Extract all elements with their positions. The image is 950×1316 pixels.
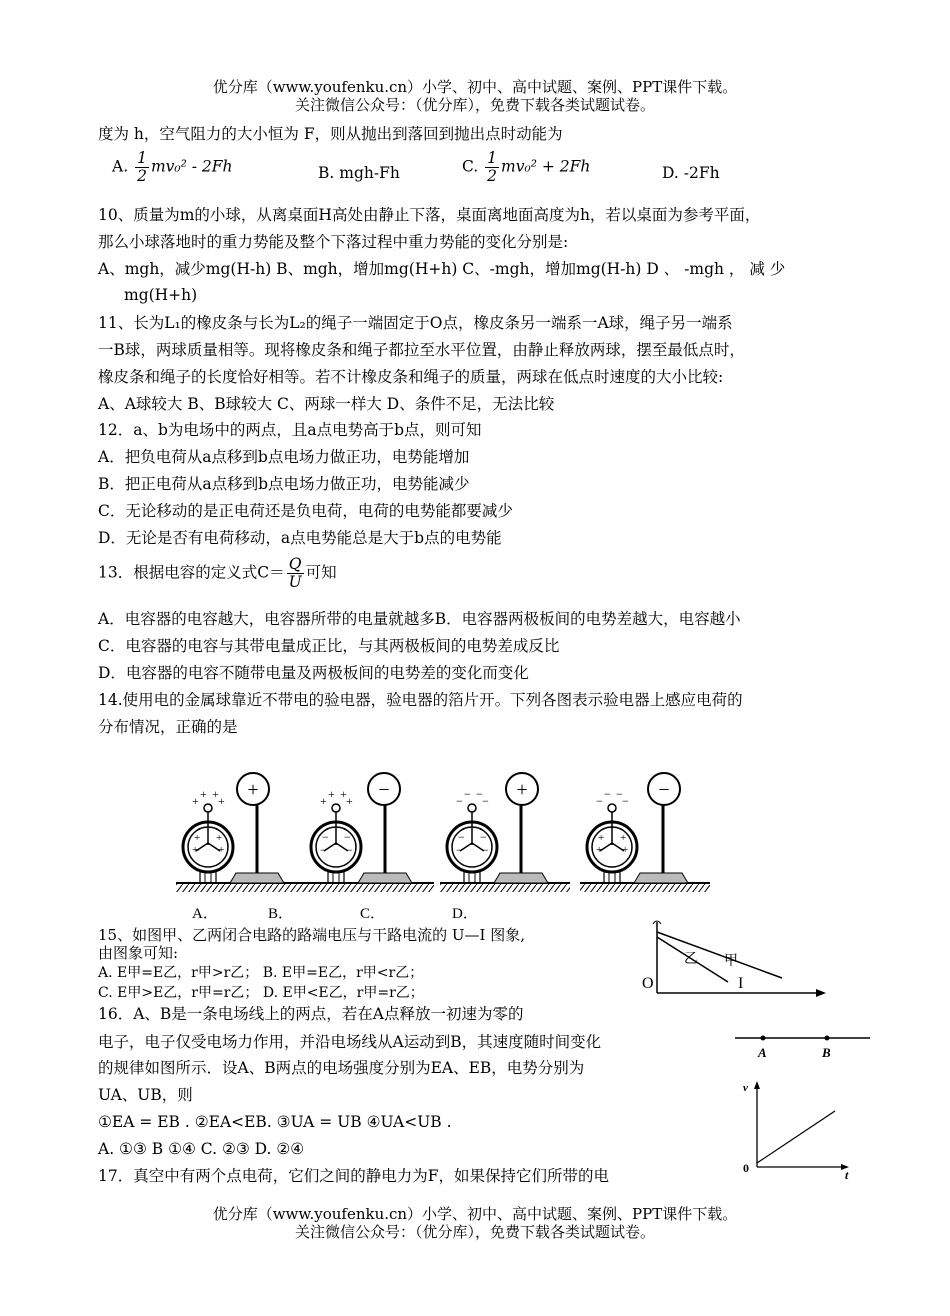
q13-stem <box>98 556 337 591</box>
electroscope-figure <box>170 765 710 925</box>
electroscope-label-d: D． <box>452 906 478 922</box>
q16-statements: ①EA = EB . ②EA<EB. ③UA = UB ④UA<UB . <box>98 1113 452 1131</box>
svg-text:−: − <box>346 843 353 857</box>
q15-options-line1: A. E甲=E乙，r甲>r乙； B. E甲=E乙，r甲<r乙； <box>98 965 424 981</box>
svg-text:−: − <box>476 787 483 801</box>
electroscope-label-b: B． <box>268 906 294 922</box>
field-line-point-a: A <box>758 1045 767 1060</box>
svg-text:−: − <box>458 830 465 844</box>
svg-text:+: + <box>346 794 353 808</box>
q15-line2: 由图象可知: <box>98 944 179 962</box>
q17-line1: 17．真空中有两个点电荷，它们之间的静电力为F，如果保持它们所带的电 <box>98 1167 609 1185</box>
q9-a-frac-num: 1 <box>137 149 147 167</box>
svg-text:−: − <box>482 794 489 808</box>
field-line-figure <box>730 1028 880 1068</box>
q13-options-ab: A．电容器的电容越大，电容器所带的电量就越多B．电容器两极板间的电势差越大，电容越小 <box>98 610 741 628</box>
vt-graph <box>735 1075 855 1180</box>
q16-options: A. ①③ B ①④ C. ②③ D. ②④ <box>98 1140 305 1158</box>
q11-line1: 11、长为L₁的橡皮条与长为L₂的绳子一端固定于O点，橡皮条另一端系一A球，绳子另一端系 <box>98 314 733 332</box>
ui-graph-line-label-jia: 甲 <box>724 954 738 969</box>
page-header-line2: 关注微信公众号：（优分库），免费下载各类试题试卷。 <box>294 96 655 114</box>
ui-graph-xlabel: I <box>738 975 744 992</box>
electroscope-panel-d <box>580 773 710 892</box>
svg-text:+: + <box>194 832 201 844</box>
electroscope-panel-b <box>304 773 434 892</box>
electroscope-panel-a <box>176 773 306 892</box>
page-header-line1: 优分库（www.youfenku.cn）小学、初中、高中试题、案例、PPT课件下载。 <box>212 78 738 96</box>
q16-line2: 电子，电子仅受电场力作用，并沿电场线从A运动到B，其速度随时间变化 <box>98 1033 602 1051</box>
q14-line2: 分布情况，正确的是 <box>98 718 238 736</box>
electroscope-label-c: C． <box>360 906 386 922</box>
q9-option-c <box>462 150 590 185</box>
q13-stem-post: 可知 <box>305 563 337 582</box>
q9-option-b: B. mgh-Fh <box>318 164 400 182</box>
q13-fraction <box>287 556 304 591</box>
electroscope-a-ball-sign: + <box>247 779 259 801</box>
electroscope-b-ball-sign: − <box>378 779 390 801</box>
svg-text:+: + <box>212 787 219 801</box>
svg-text:−: − <box>322 830 329 844</box>
q13-frac-num: Q <box>287 556 304 574</box>
svg-text:−: − <box>622 794 629 808</box>
q12-option-d: D．无论是否有电荷移动，a点电势能总是大于b点的电势能 <box>98 529 502 547</box>
q16-line3: 的规律如图所示．设A、B两点的电场强度分别为EA、EB，电势分别为 <box>98 1059 585 1077</box>
ui-graph-origin: O <box>642 975 654 992</box>
q9-a-fraction <box>135 150 149 185</box>
vt-graph-origin: 0 <box>743 1161 749 1175</box>
q9-c-frac-den: 2 <box>487 167 498 185</box>
vt-graph-vlabel: v <box>743 1082 748 1094</box>
electroscope-label-a: A． <box>192 906 218 922</box>
q13-stem-pre: 13．根据电容的定义式C＝ <box>98 563 285 582</box>
q11-options: A、A球较大 B、B球较大 C、两球一样大 D、条件不足，无法比较 <box>98 395 555 413</box>
q12-option-a: A．把负电荷从a点移到b点电场力做正功，电势能增加 <box>98 448 470 466</box>
svg-text:−: − <box>456 843 463 857</box>
field-line-point-b: B <box>822 1045 831 1060</box>
svg-text:+: + <box>328 787 335 801</box>
q11-line2: 一B球，两球质量相等。现将橡皮条和绳子都拉至水平位置，由静止释放两球，摆至最低点时， <box>98 341 745 359</box>
q9-a-expr: mv₀² - 2Fh <box>150 157 233 176</box>
q13-frac-den: U <box>288 573 302 591</box>
svg-text:+: + <box>598 832 605 844</box>
svg-text:−: − <box>464 787 471 801</box>
q13-option-d: D．电容器的电容不随带电量及两极板间的电势差的变化而变化 <box>98 664 529 682</box>
svg-text:−: − <box>616 787 623 801</box>
q9-a-label: A. <box>112 157 129 176</box>
q10-line1: 10、质量为m的小球，从离桌面H高处由静止下落，桌面离地面高度为h，若以桌面为参考平面， <box>98 206 761 224</box>
page-footer-line1: 优分库（www.youfenku.cn）小学、初中、高中试题、案例、PPT课件下载。 <box>212 1205 738 1223</box>
q9-option-a <box>112 150 233 185</box>
q12-option-b: B．把正电荷从a点移到b点电场力做正功，电势能减少 <box>98 475 470 493</box>
q9-option-d: D. -2Fh <box>662 164 720 182</box>
svg-text:+: + <box>218 794 225 808</box>
svg-text:+: + <box>320 794 327 808</box>
q12-option-c: C．无论移动的是正电荷还是负电荷，电荷的电势能都要减少 <box>98 502 513 520</box>
svg-text:+: + <box>218 844 225 856</box>
svg-text:+: + <box>216 832 223 844</box>
q16-line4: UA、UB，则 <box>98 1086 193 1104</box>
q14-line1: 14.使用电的金属球靠近不带电的验电器，验电器的箔片开。下列各图表示验电器上感应电荷的 <box>98 691 743 709</box>
q15-options-line2: C. E甲>E乙，r甲=r乙； D. E甲<E乙，r甲=r乙； <box>98 985 424 1001</box>
svg-text:−: − <box>482 843 489 857</box>
electroscope-panel-c <box>440 773 570 892</box>
svg-text:−: − <box>456 794 463 808</box>
ui-graph <box>640 918 835 998</box>
q15-line1: 15、如图甲、乙两闭合电路的路端电压与干路电流的 U—I 图象, <box>98 926 525 944</box>
q10-options-line1: A、mgh，减少mg(H-h) B、mgh，增加mg(H+h) C、-mgh，增加mg(H-h) D 、 -mgh ， 减 少 <box>98 260 786 278</box>
q10-options-line2: mg(H+h) <box>124 286 198 304</box>
electroscope-c-ball-sign: + <box>516 779 528 801</box>
page-footer-line2: 关注微信公众号：（优分库），免费下载各类试题试卷。 <box>294 1223 655 1241</box>
svg-text:−: − <box>604 787 611 801</box>
svg-text:−: − <box>596 794 603 808</box>
svg-text:+: + <box>192 844 199 856</box>
q9-c-expr: mv₀² + 2Fh <box>501 157 591 176</box>
svg-text:+: + <box>200 787 207 801</box>
q9-stem-continued: 度为 h，空气阻力的大小恒为 F，则从抛出到落回到抛出点时动能为 <box>98 125 563 143</box>
electroscope-d-ball-sign: − <box>658 779 670 801</box>
svg-text:−: − <box>320 843 327 857</box>
q13-option-c: C．电容器的电容与其带电量成正比，与其两极板间的电势差成反比 <box>98 637 560 655</box>
q11-line3: 橡皮条和绳子的长度恰好相等。若不计橡皮条和绳子的质量，两球在低点时速度的大小比较: <box>98 368 724 386</box>
svg-text:−: − <box>344 830 351 844</box>
svg-text:+: + <box>620 832 627 844</box>
svg-text:+: + <box>622 844 629 856</box>
q9-c-fraction <box>485 150 499 185</box>
q9-c-label: C. <box>462 157 479 176</box>
q12-stem: 12．a、b为电场中的两点，且a点电势高于b点，则可知 <box>98 421 482 439</box>
svg-text:+: + <box>192 794 199 808</box>
svg-text:+: + <box>596 844 603 856</box>
vt-graph-tlabel: t <box>845 1168 849 1180</box>
q16-line1: 16．A、B是一条电场线上的两点，若在A点释放一初速为零的 <box>98 1005 524 1023</box>
svg-text:+: + <box>340 787 347 801</box>
q9-a-frac-den: 2 <box>137 167 147 185</box>
ui-graph-line-label-yi: 乙 <box>684 952 698 967</box>
q9-c-frac-num: 1 <box>487 149 498 167</box>
svg-text:−: − <box>480 830 487 844</box>
q10-line2: 那么小球落地时的重力势能及整个下落过程中重力势能的变化分别是: <box>98 233 569 251</box>
